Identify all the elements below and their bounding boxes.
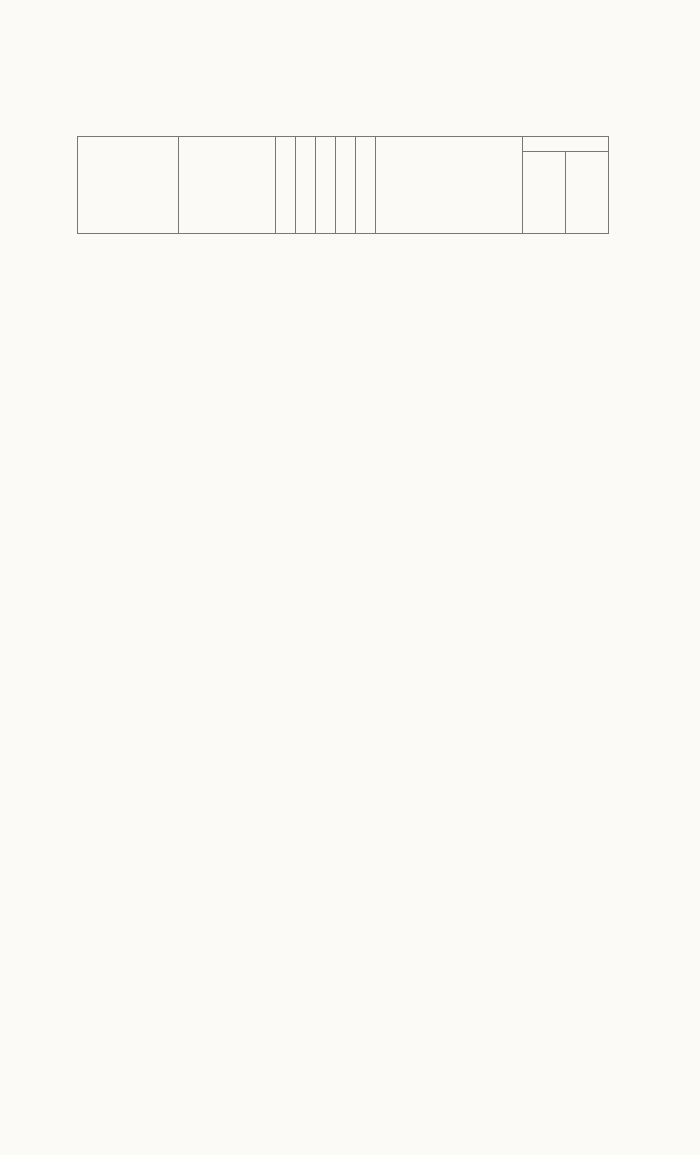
col-header-horsepower [316, 137, 336, 234]
dredge-table [77, 136, 609, 234]
unit-oz [376, 234, 450, 235]
col-header-power-type [336, 137, 356, 234]
unit-div-1936 [523, 234, 566, 235]
col-header-capacity [276, 137, 296, 234]
col-header-div-total [566, 152, 609, 234]
col-header-buckets [296, 137, 316, 234]
unit-depth [356, 234, 376, 235]
unit-div-total [566, 234, 609, 235]
dredge-table-body [78, 234, 609, 235]
col-header-div-1936 [523, 152, 566, 234]
col-header-depth [356, 137, 376, 234]
col-header-locality [179, 137, 276, 234]
col-header-quantity [376, 137, 523, 234]
col-header-dividends [523, 137, 609, 152]
unit-value [449, 234, 523, 235]
page-body [77, 127, 605, 239]
units-row [78, 234, 609, 235]
col-header-name [78, 137, 179, 234]
